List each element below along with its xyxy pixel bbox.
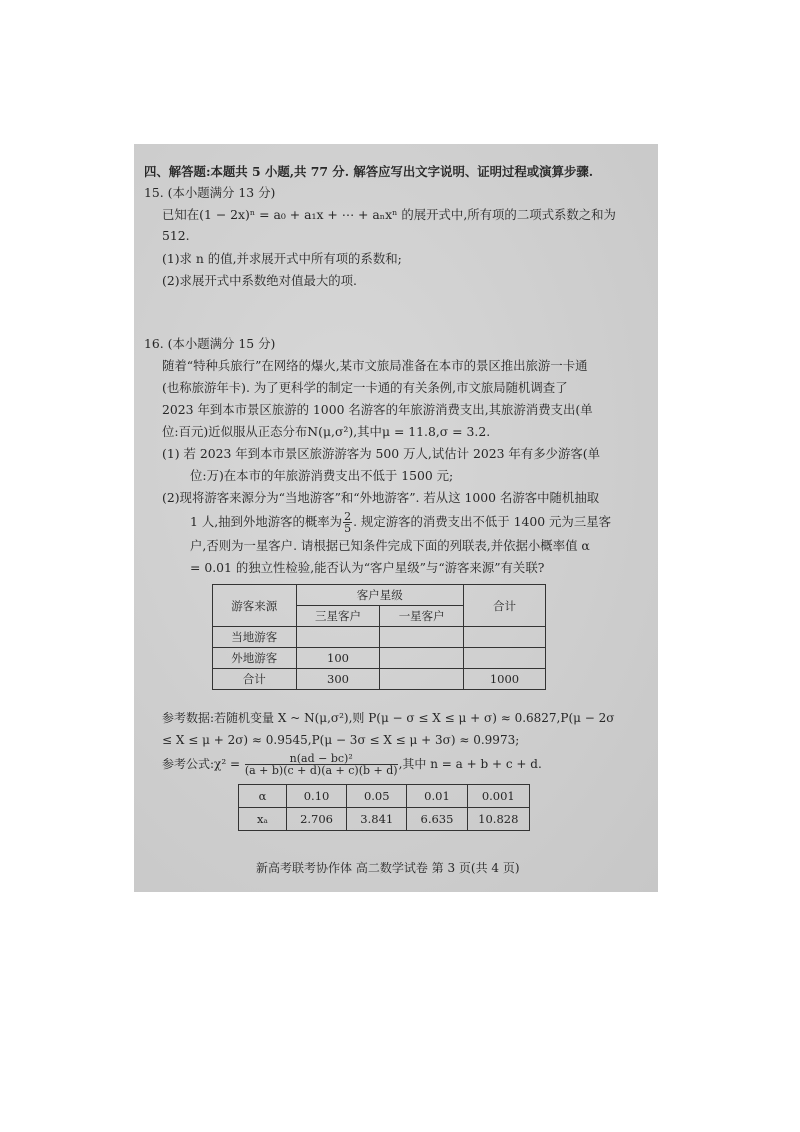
row-label: 外地游客 [213,648,297,669]
x-value: 10.828 [467,808,529,831]
exam-page [134,144,658,892]
alpha-value: 0.001 [467,785,529,808]
table-row [239,808,530,831]
x-value: 3.841 [347,808,407,831]
formula-denominator: (a + b)(c + d)(a + c)(b + d) [244,764,398,777]
alpha-value: 0.10 [286,785,346,808]
header-one-star: 一星客户 [380,606,464,627]
table-row [239,785,530,808]
q16-p1: 随着“特种兵旅行”在网络的爆火,某市文旅局准备在本市的景区推出旅游一卡通 [162,358,588,373]
q16-part2-b-pre: 1 人,抽到外地游客的概率为 [190,514,343,529]
q16-p4: 位:百元)近似服从正态分布N(μ,σ²),其中μ = 11.8,σ = 3.2. [162,424,491,439]
fraction-denominator: 5 [344,522,352,535]
cell-total [463,648,545,669]
row-label: 当地游客 [213,627,297,648]
chi-square-fraction [245,753,398,776]
table-row [213,627,546,648]
table-row [213,669,546,690]
alpha-label: α [239,785,287,808]
page-footer: 新高考联考协作体 高二数学试卷 第 3 页(共 4 页) [256,861,520,875]
row-label: 合计 [213,669,297,690]
q16-part2-b-post: . 规定游客的消费支出不低于 1400 元为三星客 [353,514,611,529]
section-heading: 四、解答题:本题共 5 小题,共 77 分. 解答应写出文字说明、证明过程或演算步骤. [144,164,594,179]
reference-formula [162,750,542,778]
reference-data-line1: 参考数据:若随机变量 X ~ N(μ,σ²),则 P(μ − σ ≤ X ≤ μ + σ) ≈ 0.6827,P(μ − 2σ [162,711,615,725]
q15-stem-line1: 已知在(1 − 2x)ⁿ = a₀ + a₁x + ⋯ + aₙxⁿ 的展开式中,所有项的二项式系数之和为 [162,207,616,222]
header-level: 客户星级 [296,585,463,606]
table-row [213,648,546,669]
alpha-value: 0.01 [407,785,467,808]
alpha-value: 0.05 [347,785,407,808]
header-three-star: 三星客户 [296,606,380,627]
q15-number: 15. (本小题满分 13 分) [144,185,276,200]
critical-value-table [238,784,530,831]
q15-stem-line2: 512. [162,228,190,243]
x-label: xₐ [239,808,287,831]
formula-post: ,其中 n = a + b + c + d. [398,757,542,771]
q15-part2: (2)求展开式中系数绝对值最大的项. [162,273,357,288]
fraction-two-fifths [343,511,352,534]
reference-data-line2: ≤ X ≤ μ + 2σ) ≈ 0.9545,P(μ − 3σ ≤ X ≤ μ + 3σ) ≈ 0.9973; [162,733,520,747]
x-value: 2.706 [286,808,346,831]
q16-p2: (也称旅游年卡). 为了更科学的制定一卡通的有关条例,市文旅局随机调查了 [162,380,568,395]
q16-part1-a: (1) 若 2023 年到本市景区旅游游客为 500 万人,试估计 2023 年有多少游客(单 [162,446,600,461]
q16-part1-b: 位:万)在本市的年旅游消费支出不低于 1500 元; [190,468,454,483]
cell-three-star [296,627,380,648]
formula-pre: 参考公式:χ² = [162,757,240,771]
cell-three-star: 300 [296,669,380,690]
cell-total [463,627,545,648]
q16-part2-a: (2)现将游客来源分为“当地游客”和“外地游客”. 若从这 1000 名游客中随机抽取 [162,490,600,505]
header-total: 合计 [463,585,545,627]
formula-numerator: n(ad − bc)² [245,753,398,765]
q16-part2-b [190,510,611,534]
cell-three-star: 100 [296,648,380,669]
cell-one-star [380,648,464,669]
cell-one-star [380,669,464,690]
header-source: 游客来源 [213,585,297,627]
q16-number: 16. (本小题满分 15 分) [144,336,276,351]
q15-part1: (1)求 n 的值,并求展开式中所有项的系数和; [162,251,402,266]
q16-p3: 2023 年到本市景区旅游的 1000 名游客的年旅游消费支出,其旅游消费支出(单 [162,402,593,417]
x-value: 6.635 [407,808,467,831]
cell-one-star [380,627,464,648]
q16-part2-d: = 0.01 的独立性检验,能否认为“客户星级”与“游客来源”有关联? [190,560,545,575]
contingency-table [212,584,546,690]
fraction-numerator: 2 [344,510,352,523]
q16-part2-c: 户,否则为一星客户. 请根据已知条件完成下面的列联表,并依据小概率值 α [190,538,590,553]
cell-total: 1000 [463,669,545,690]
